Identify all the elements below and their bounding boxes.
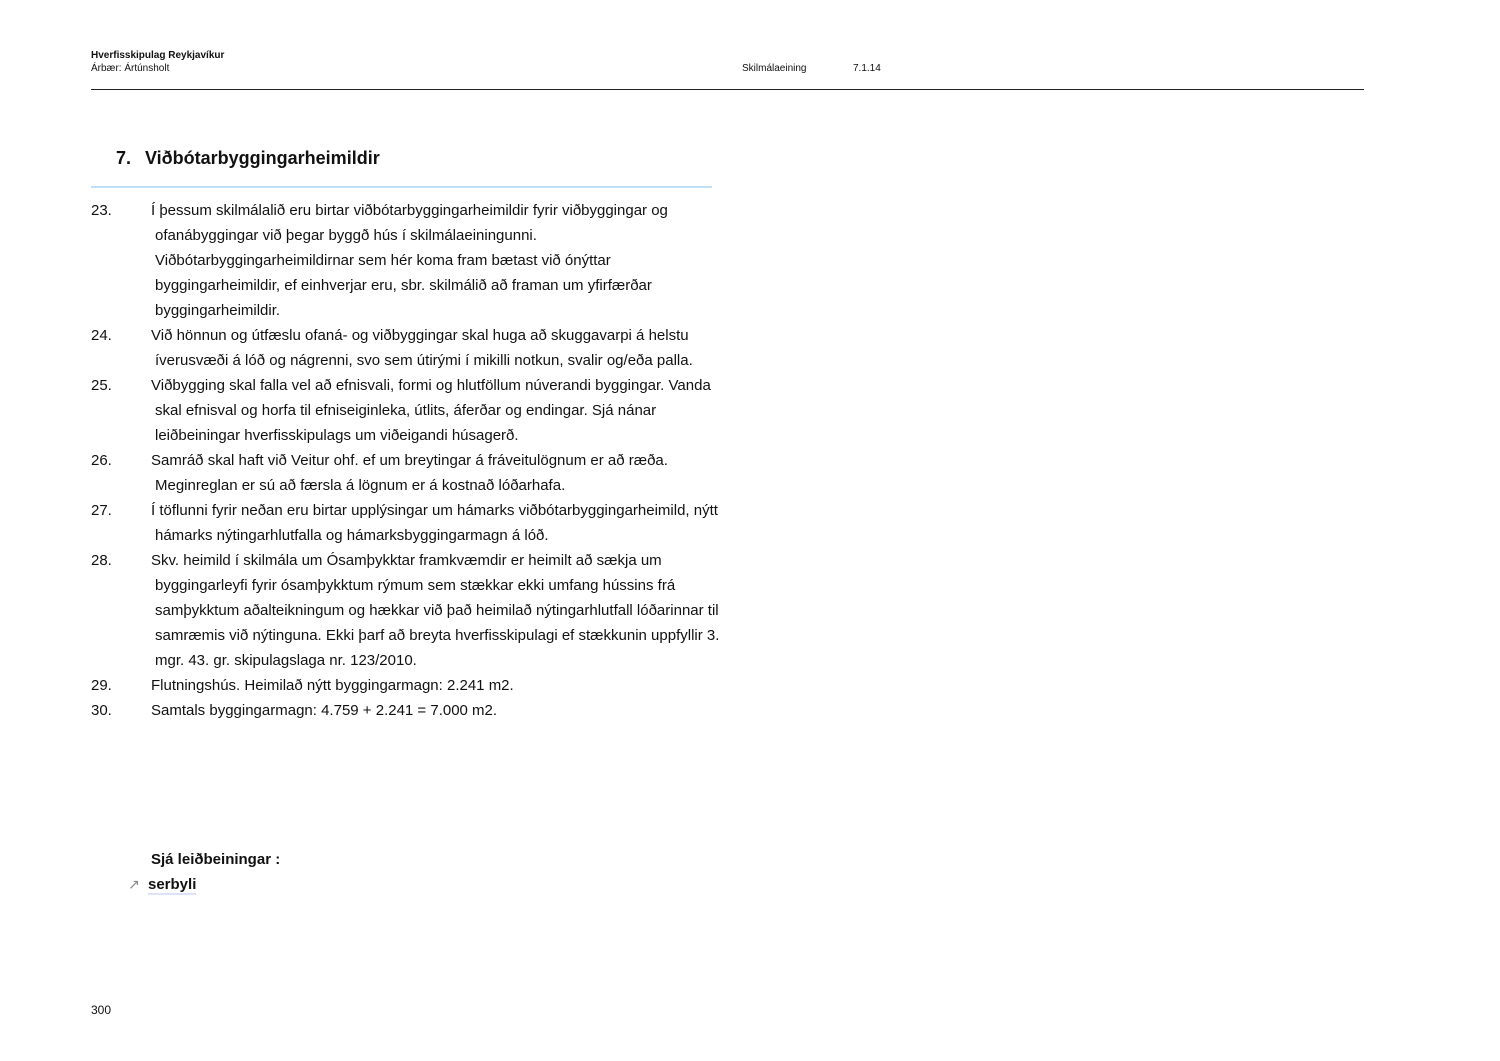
header-unit-label: Skilmálaeining xyxy=(742,63,807,74)
numbered-list xyxy=(91,198,731,723)
item-text: Við hönnun og útfæslu ofaná- og viðbyggingar skal huga að skuggavarpi á helstu íverusvæði á lóð og nágrenni, svo sem útirými í mikilli notkun, svalir og/eða palla. xyxy=(151,327,693,369)
guidelines-label: Sjá leiðbeiningar : xyxy=(151,851,281,868)
header-area: Árbær: Ártúnsholt xyxy=(91,63,170,74)
section-divider xyxy=(91,186,712,188)
list-item xyxy=(91,198,731,323)
list-item xyxy=(91,323,731,373)
item-number: 29. xyxy=(91,677,112,694)
item-text: Í töflunni fyrir neðan eru birtar upplýsingar um hámarks viðbótarbyggingarheimild, nýtt hámarks nýtingarhlutfalla og hámarksbyggingarmagn á lóð. xyxy=(151,502,718,544)
header-org: Hverfisskipulag Reykjavíkur xyxy=(91,50,225,61)
item-number: 26. xyxy=(91,452,112,469)
item-text: Viðbygging skal falla vel að efnisvali, formi og hlutföllum núverandi byggingar. Vanda skal efnisval og horfa til efniseiginleka, útlits, áferðar og endingar. Sjá nánar leiðbeiningar hverfisskipulags um viðeigandi húsagerð. xyxy=(151,377,711,444)
list-item xyxy=(91,448,731,498)
arrow-up-right-icon: ↗ xyxy=(128,876,140,892)
section-title xyxy=(116,148,380,169)
item-text: Flutningshús. Heimilað nýtt byggingarmagn: 2.241 m2. xyxy=(151,677,514,694)
list-item xyxy=(91,373,731,448)
item-number: 28. xyxy=(91,552,112,569)
guidelines-link[interactable]: serbyli xyxy=(148,876,197,893)
header-unit-code: 7.1.14 xyxy=(853,63,881,74)
header-divider xyxy=(91,89,1364,90)
item-number: 30. xyxy=(91,702,112,719)
list-item xyxy=(91,548,731,673)
item-text: Samtals byggingarmagn: 4.759 + 2.241 = 7.000 m2. xyxy=(151,702,498,719)
item-number: 24. xyxy=(91,327,112,344)
guidelines-link-row[interactable] xyxy=(128,872,196,897)
section-number: 7. xyxy=(116,148,132,168)
list-item xyxy=(91,698,731,723)
item-text: Samráð skal haft við Veitur ohf. ef um breytingar á fráveitulögnum er að ræða. Meginreglan er sú að færsla á lögnum er á kostnað lóðarhafa. xyxy=(151,452,668,494)
item-number: 23. xyxy=(91,202,112,219)
item-number: 27. xyxy=(91,502,112,519)
item-text: Í þessum skilmálalið eru birtar viðbótarbyggingarheimildir fyrir viðbyggingar og ofanábyggingar við þegar byggð hús í skilmálaeiningunni. Viðbótarbyggingarheimildirnar sem hér koma fram bætast við ónýttar byggingarheimildir, ef einhverjar eru, sbr. skilmálið að framan um yfirfærðar byggingarheimildir. xyxy=(151,202,668,319)
list-item xyxy=(91,498,731,548)
section-title-text: Viðbótarbyggingarheimildir xyxy=(145,148,380,168)
page-number: 300 xyxy=(91,1003,112,1017)
item-text: Skv. heimild í skilmála um Ósamþykktar framkvæmdir er heimilt að sækja um byggingarleyfi fyrir ósamþykktum rýmum sem stækkar ekki umfang hússins frá samþykktum aðalteikningum og hækkar við það heimilað nýtingarhlutfall lóðarinnar til samræmis við nýtinguna. Ekki þarf að breyta hverfisskipulagi ef stækkunin uppfyllir 3. mgr. 43. gr. skipulagslaga nr. 123/2010. xyxy=(151,552,720,669)
list-item xyxy=(91,673,731,698)
item-number: 25. xyxy=(91,377,112,394)
